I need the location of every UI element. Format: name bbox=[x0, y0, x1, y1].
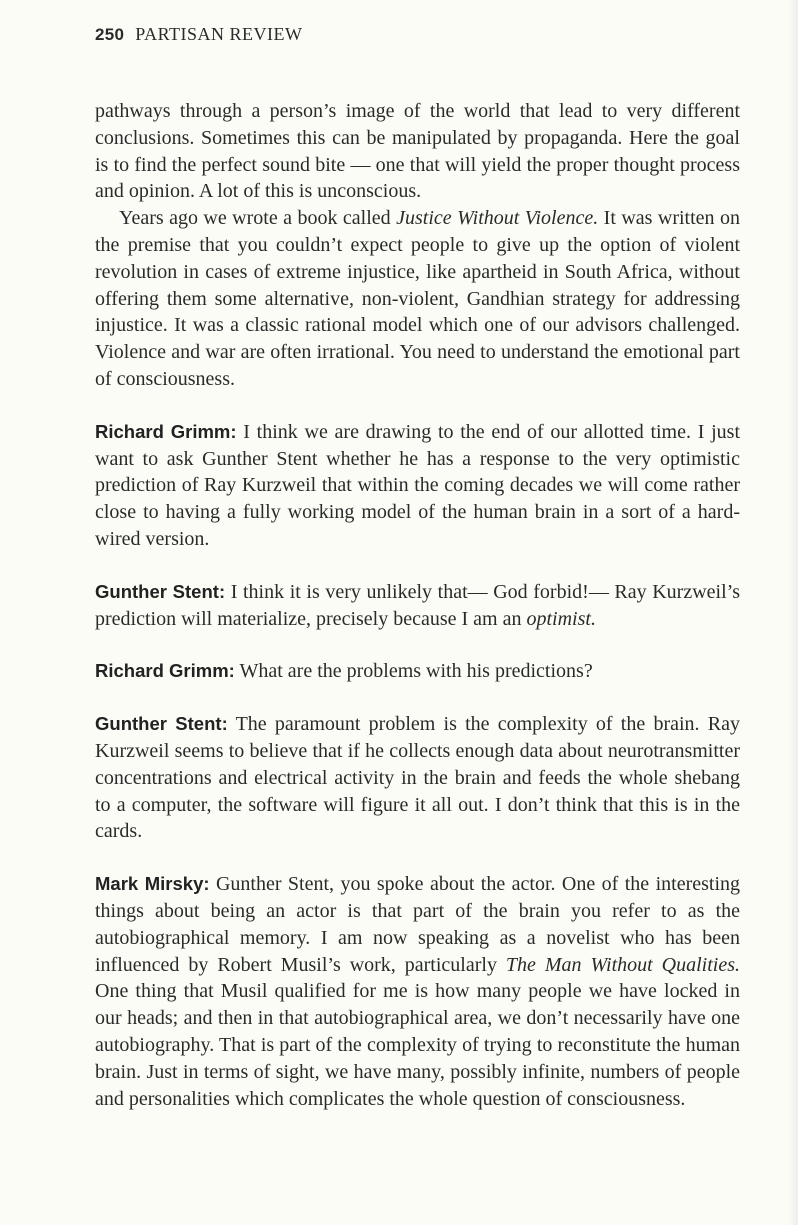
paragraph-text: Years ago we wrote a book called bbox=[119, 207, 397, 230]
book-title: Justice Without Violence. bbox=[396, 207, 599, 230]
speaker-name: Gunther Stent bbox=[95, 580, 219, 602]
running-head bbox=[95, 24, 303, 45]
book-title: The Man Without Qualities. bbox=[505, 953, 741, 976]
speech-text: Gunther Stent, you spoke about the actor. One of the interesting things about being an actor is that part of the brain you refer to as the autobiographical memory. I am now speaking as a novelist who has been influenced by Robert Musil’s work, particularly bbox=[95, 873, 741, 976]
speech-text: The paramount problem is the complexity of the brain. Ray Kurzweil seems to believe that if he collects enough data about neurotransmitter concentrations and electrical activity in the brain and feeds the whole shebang to a computer, the software will figure it all out. I don’t think that this is in the cards. bbox=[95, 713, 740, 843]
paragraph bbox=[95, 205, 740, 393]
dialogue-turn: Gunther Stent: The paramount problem is the complexity of the brain. Ray Kurzweil seems to believe that if he collects enough data about neurotransmitter concentrations and electrical activity in the brain and feeds the whole shebang to a computer, the software will figure it all out. I don’t think that this is in the cards. bbox=[95, 713, 740, 843]
speaker-name: Gunther Stent bbox=[95, 713, 222, 735]
speaker-name: Richard Grimm bbox=[95, 660, 229, 682]
journal-title: PARTISAN REVIEW bbox=[135, 24, 303, 44]
speech-text: I think we are drawing to the end of our allotted time. I just want to ask Gunther Stent whether he has a response to the very optimistic prediction of Ray Kurzweil that within the coming decades we will come rather close to having a fully working model of the human brain in a sort of a hard-wired version. bbox=[95, 420, 740, 550]
speech-text: I think it is very unlikely that— God forbid!— Ray Kurzweil’s prediction will materialize, precisely because I am an bbox=[95, 580, 740, 630]
dialogue-turn: Gunther Stent: I think it is very unlikely that— God forbid!— Ray Kurzweil’s prediction will materialize, precisely because I am an optimist. bbox=[95, 580, 740, 630]
paragraph-text: It was written on the premise that you couldn’t expect people to give up the option of violent revolution in cases of extreme injustice, like apartheid in South Africa, without offering them some alternative, non-violent, Gandhian strategy for addressing injustice. It was a classic rational model which one of our advisors challenged. Violence and war are often irrational. You need to understand the emotional part of consciousness. bbox=[95, 207, 740, 390]
speech-text: What are the problems with his predictions? bbox=[239, 660, 593, 683]
page-number: 250 bbox=[95, 25, 125, 44]
speaker-name: Mark Mirsky bbox=[95, 873, 204, 895]
paragraph bbox=[95, 98, 740, 205]
paragraph-text: pathways through a person’s image of the world that lead to very different conclusions. Sometimes this can be manipulated by propaganda. Here the goal is to find the perfect sound bite — one that will yield the proper thought process and opinion. A lot of this is unconscious. bbox=[95, 100, 740, 203]
emphasis: optimist. bbox=[526, 607, 596, 630]
body-text bbox=[95, 98, 740, 1112]
speaker-name: Richard Grimm bbox=[95, 420, 231, 442]
dialogue-turn: Richard Grimm: I think we are drawing to the end of our allotted time. I just want to ask Gunther Stent whether he has a response to the very optimistic prediction of Ray Kurzweil that within the coming decades we will come rather close to having a fully working model of the human brain in a sort of a hard-wired version. bbox=[95, 420, 740, 550]
dialogue-turn: Mark Mirsky: Gunther Stent, you spoke about the actor. One of the interesting things about being an actor is that part of the brain you refer to as the autobiographical memory. I am now speaking as a novelist who has been influenced by Robert Musil’s work, particularly The Man Without Qualities. One thing that Musil qualified for me is how many people we have locked in our heads; and then in that autobiographical area, we don’t necessarily have one autobiography. That is part of the complexity of trying to reconstitute the human brain. Just in terms of sight, we have many, possibly infinite, numbers of people and personalities which complicates the whole question of consciousness. bbox=[95, 873, 741, 1110]
page-edge-shadow bbox=[788, 0, 798, 1225]
dialogue-turn: Richard Grimm: What are the problems with his predictions? bbox=[95, 660, 593, 683]
speech-text: One thing that Musil qualified for me is how many people we have locked in our heads; and then in that autobiographical area, we don’t necessarily have one autobiography. That is part of the complexity of trying to reconstitute the human brain. Just in terms of sight, we have many, possibly infinite, numbers of people and personalities which complicates the whole question of consciousness. bbox=[95, 980, 740, 1110]
